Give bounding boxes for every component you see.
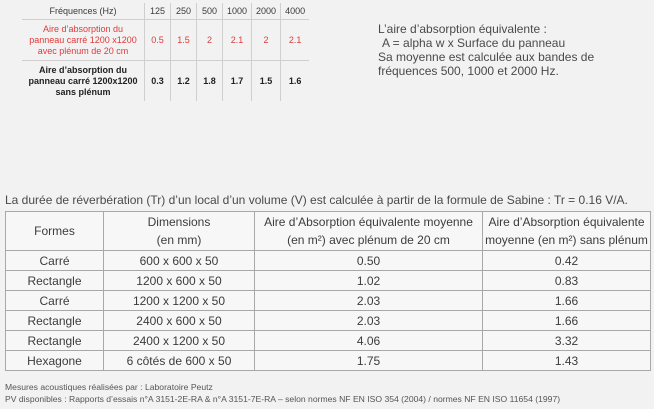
with-plenum-value-125: 0.5: [145, 20, 171, 61]
absorption-note-line-1: L’aire d’absorption équivalente :: [378, 22, 547, 36]
cell-with-plenum: 2.03: [255, 311, 483, 331]
cell-without-plenum: 1.66: [483, 311, 651, 331]
cell-shape: Hexagone: [6, 351, 104, 371]
absorption-note: [378, 22, 594, 78]
cell-dimensions: 1200 x 600 x 50: [104, 271, 255, 291]
header-with-plenum-line-1: Aire d’Absorption équivalente moyenne: [264, 215, 473, 229]
table-row: [6, 351, 651, 371]
cell-dimensions: 600 x 600 x 50: [104, 251, 255, 271]
cell-dimensions: 6 côtés de 600 x 50: [104, 351, 255, 371]
cell-without-plenum: 0.83: [483, 271, 651, 291]
cell-without-plenum: 1.43: [483, 351, 651, 371]
without-plenum-value-250: 1.2: [171, 61, 197, 102]
with-plenum-row: [22, 20, 309, 61]
frequency-table: [22, 3, 309, 101]
with-plenum-value-4000: 2.1: [281, 20, 310, 61]
frequency-125: 125: [145, 3, 171, 20]
header-dimensions-line-2: (en mm): [156, 233, 202, 247]
header-dimensions-line-1: Dimensions: [147, 215, 211, 229]
header-shapes-line-1: Formes: [34, 224, 75, 238]
without-plenum-row: [22, 61, 309, 102]
header-without-plenum-line-2: moyenne (en m²) sans plénum: [485, 233, 648, 247]
cell-without-plenum: 1.66: [483, 291, 651, 311]
cell-dimensions: 2400 x 600 x 50: [104, 311, 255, 331]
frequency-1000: 1000: [223, 3, 252, 20]
footnote-lab: Mesures acoustiques réalisées par : Laboratoire Peutz: [5, 382, 213, 392]
without-plenum-value-125: 0.3: [145, 61, 171, 102]
cell-shape: Rectangle: [6, 271, 104, 291]
header-with-plenum: [255, 212, 483, 251]
without-plenum-value-4000: 1.6: [281, 61, 310, 102]
with-plenum-label: [22, 20, 145, 61]
header-shapes: [6, 212, 104, 251]
without-plenum-label-line-2: panneau carré 1200x1200: [28, 75, 138, 86]
without-plenum-label-line-3: sans plénum: [55, 86, 111, 97]
frequency-2000: 2000: [252, 3, 281, 20]
with-plenum-label-line-2: panneau carré 1200 x1200: [29, 34, 137, 45]
cell-shape: Carré: [6, 291, 104, 311]
absorption-table-header: [6, 212, 651, 251]
table-row: [6, 291, 651, 311]
footnotes: [5, 381, 560, 405]
cell-with-plenum: 0.50: [255, 251, 483, 271]
cell-with-plenum: 2.03: [255, 291, 483, 311]
without-plenum-label: [22, 61, 145, 102]
without-plenum-label-line-1: Aire d’absorption du: [38, 64, 127, 75]
frequency-header-label: Fréquences (Hz): [22, 3, 145, 20]
table-row: [6, 311, 651, 331]
cell-without-plenum: 0.42: [483, 251, 651, 271]
cell-dimensions: 1200 x 1200 x 50: [104, 291, 255, 311]
cell-with-plenum: 1.02: [255, 271, 483, 291]
cell-shape: Rectangle: [6, 331, 104, 351]
with-plenum-value-2000: 2: [252, 20, 281, 61]
absorption-table: [5, 211, 651, 371]
frequency-250: 250: [171, 3, 197, 20]
with-plenum-value-1000: 2.1: [223, 20, 252, 61]
frequency-500: 500: [197, 3, 223, 20]
absorption-note-line-2: A = alpha w x Surface du panneau: [382, 36, 566, 50]
cell-with-plenum: 4.06: [255, 331, 483, 351]
header-dimensions: [104, 212, 255, 251]
cell-dimensions: 2400 x 1200 x 50: [104, 331, 255, 351]
absorption-note-line-4: fréquences 500, 1000 et 2000 Hz.: [378, 64, 559, 78]
cell-without-plenum: 3.32: [483, 331, 651, 351]
without-plenum-value-2000: 1.5: [252, 61, 281, 102]
frequency-header-row: [22, 3, 309, 20]
with-plenum-value-500: 2: [197, 20, 223, 61]
header-without-plenum: [483, 212, 651, 251]
header-without-plenum-line-1: Aire d’Absorption équivalente: [488, 215, 645, 229]
header-with-plenum-line-2: (en m²) avec plénum de 20 cm: [287, 233, 450, 247]
with-plenum-label-line-1: Aire d’absorption du: [42, 23, 124, 34]
footnote-reports: PV disponibles : Rapports d’essais n°A 3151-2E-RA & n°A 3151-7E-RA – selon normes NF EN ISO 354 (2004) / normes NF EN ISO 11654 (1997): [5, 394, 561, 404]
cell-shape: Rectangle: [6, 311, 104, 331]
table-row: [6, 331, 651, 351]
without-plenum-value-1000: 1.7: [223, 61, 252, 102]
absorption-note-line-3: Sa moyenne est calculée aux bandes de: [378, 50, 595, 64]
with-plenum-label-line-3: avec plénum de 20 cm: [37, 45, 129, 56]
table-row: [6, 271, 651, 291]
cell-with-plenum: 1.75: [255, 351, 483, 371]
without-plenum-value-500: 1.8: [197, 61, 223, 102]
cell-shape: Carré: [6, 251, 104, 271]
frequency-4000: 4000: [281, 3, 310, 20]
table-row: [6, 251, 651, 271]
with-plenum-value-250: 1.5: [171, 20, 197, 61]
sabine-formula-text: La durée de réverbération (Tr) d’un local d’un volume (V) est calculée à partir de la formule de Sabine : Tr = 0.16 V/A.: [5, 193, 628, 207]
